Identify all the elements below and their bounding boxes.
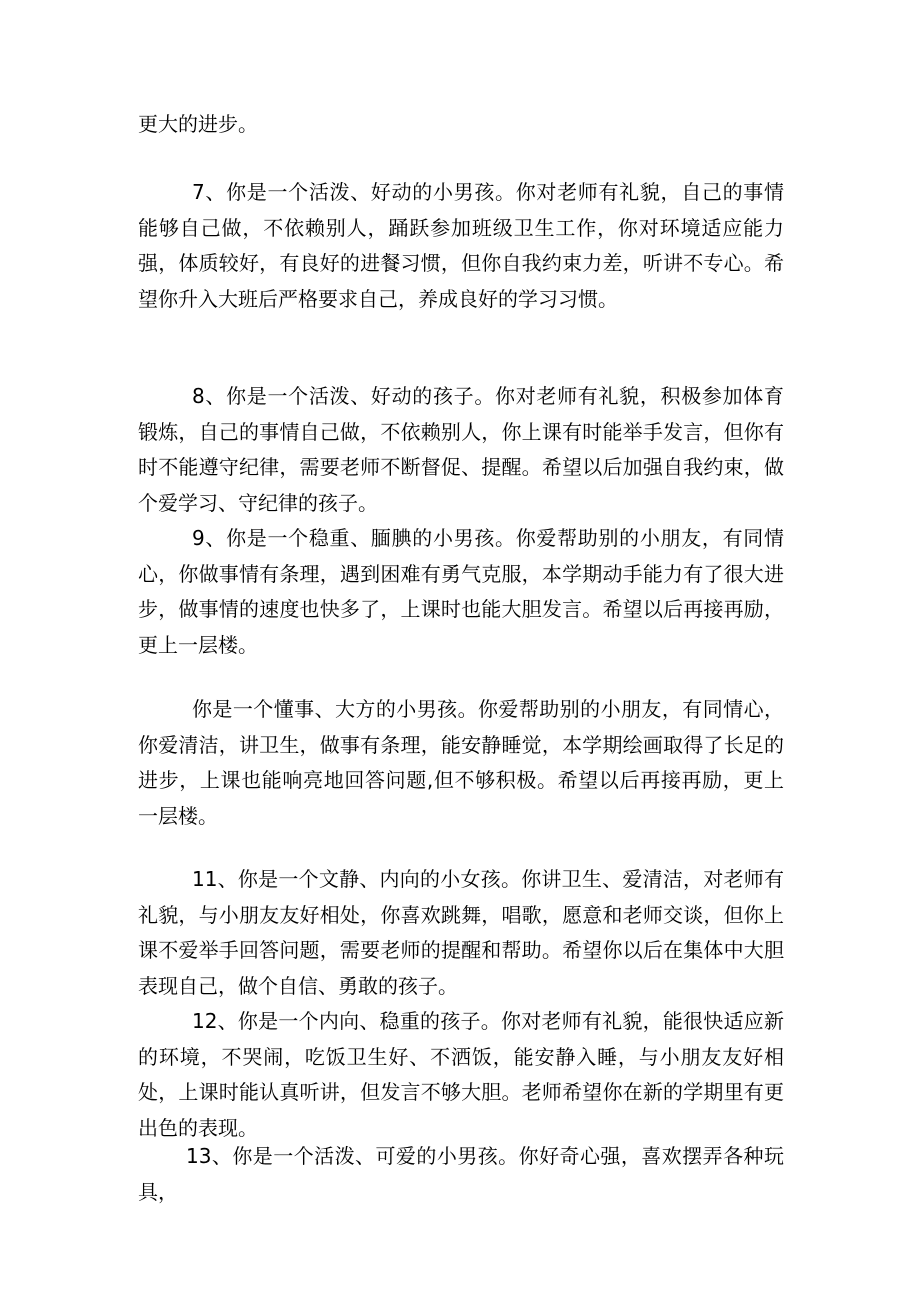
paragraph-comment-12: 12、你是一个内向、稳重的孩子。你对老师有礼貌，能很快适应新的环境，不哭闹，吃饭卫生好、不洒饭，能安静入睡，与小朋友友好相处，上课时能认真听讲，但发言不够大胆。老师希望你在新的学期里有更出色的表现。 (138, 1009, 784, 1140)
paragraph-continuation: 更大的进步。 (138, 112, 258, 136)
paragraph-comment-11: 11、你是一个文静、内向的小女孩。你讲卫生、爱清洁，对老师有礼貌，与小朋友友好相处，你喜欢跳舞，唱歌，愿意和老师交谈，但你上课不爱举手回答问题，需要老师的提醒和帮助。希望你以后在集体中大胆表现自己，做个自信、勇敢的孩子。 (138, 867, 784, 998)
paragraph-comment-9: 9、你是一个稳重、腼腆的小男孩。你爱帮助别的小朋友，有同情心，你做事情有条理，遇到困难有勇气克服，本学期动手能力有了很大进步，做事情的速度也快多了，上课时也能大胆发言。希望以后再接再励，更上一层楼。 (138, 526, 784, 657)
paragraph-comment-13: 13、你是一个活泼、可爱的小男孩。你好奇心强，喜欢摆弄各种玩具， (138, 1144, 784, 1204)
paragraph-comment-8: 8、你是一个活泼、好动的孩子。你对老师有礼貌，积极参加体育锻炼，自己的事情自己做，不依赖别人，你上课有时能举手发言，但你有时不能遵守纪律，需要老师不断督促、提醒。希望以后加强自我约束，做个爱学习、守纪律的孩子。 (138, 384, 784, 515)
paragraph-comment-7: 7、你是一个活泼、好动的小男孩。你对老师有礼貌，自己的事情能够自己做，不依赖别人，踊跃参加班级卫生工作，你对环境适应能力强，体质较好，有良好的进餐习惯，但你自我约束力差，听讲不专心。希望你升入大班后严格要求自己，养成良好的学习习惯。 (138, 180, 784, 311)
paragraph-comment-10: 你是一个懂事、大方的小男孩。你爱帮助别的小朋友，有同情心，你爱清洁，讲卫生，做事有条理，能安静睡觉，本学期绘画取得了长足的进步，上课也能响亮地回答问题,但不够积极。希望以后再接再励，更上一层楼。 (138, 697, 784, 828)
